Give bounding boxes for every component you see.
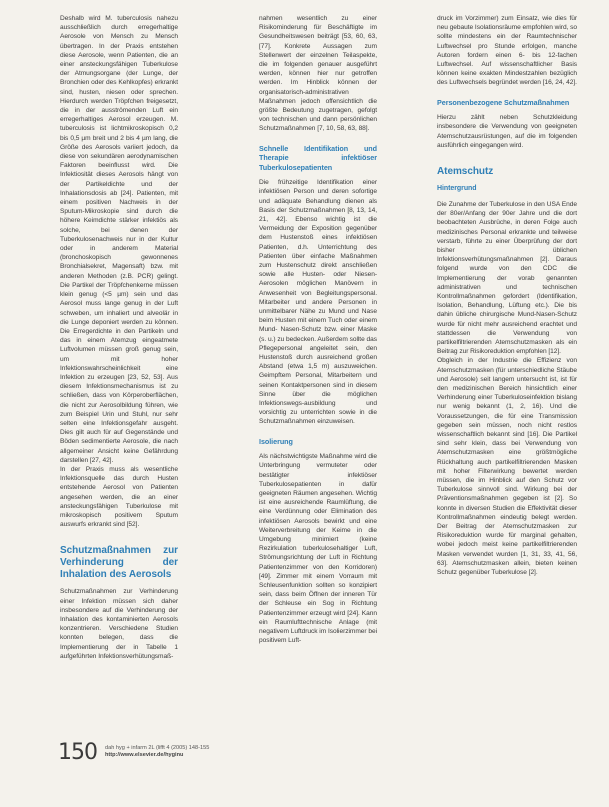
journal-url: http://www.elsevier.de/hyginu [105, 752, 184, 758]
page-number: 150 [58, 739, 97, 765]
section-heading: Schnelle Identifikation und Therapie infektiöser Tuberkulosepatienten [259, 143, 377, 172]
body-paragraph: nahmen wesentlich zu einer Risikominderung für Beschäftigte im Gesundheitswesen beiträgt [53, 60, 63, [77]. Konkrete Aussagen zum Stellenwert der einzelnen Teilaspekte, die im folgenden genauer ausgeführt werden, können hier nur getroffen werden. Im Hinblick können der organisatorisch-administrativen Maßnahmen jedoch offensichtlich die größte Bedeutung zugetragen, gefolgt von technischen und dann persönlichen Schutzmaßnahmen [7, 10, 58, 63, 88]. [259, 15, 377, 133]
section-heading: Atemschutz [437, 165, 494, 177]
column-2 [259, 14, 377, 645]
body-paragraph: druck im Vorzimmer) zum Einsatz, wie dies für neu gebaute Isolationsräume empfohlen wird, so sollte mindestens ein der Raumtechnischer Luftwechsel pro Stunde erfolgen, manche Autoren fordern einen 6- bis 12-fachen Luftwechsel. Auf wissenschaftlicher Basis können keine exakten Mindestzahlen bezüglich des Luftwechsels begründet werden [16, 24, 42]. [437, 15, 577, 87]
column-1 [60, 14, 178, 661]
subsection-heading: Hintergrund [437, 184, 477, 192]
body-paragraph: Die Zunahme der Tuberkulose in den USA Ende der 80er/Anfang der 90er Jahre und die dort beobachteten Ausbrüche, in deren Folge auch medizinisches Personal erkrankte und teilweise verstarb, führte zu einer Überprüfung der dort bisher üblichen Infektionsverhütungsmaßnahmen [2]. Daraus folgend wurde von den CDC die Implementierung der vorab genannten administrativen und technischen Kontrollmaßnahmen gefordert (Identifikation, Isolation, Behandlung, Lüftung etc.). Die bis dahin übliche chirurgische Mund-Nasen-Schutz wurde für nicht mehr ausreichend erachtet und stattdessen die Verwendung von partikelfiltrierenden Atemschutzmasken als ein Beitrag zur Risikoreduktion empfohlen [12]. [437, 200, 577, 356]
body-paragraph: Die frühzeitige Identifikation einer infektiösen Person und deren sofortige und adäquate Behandlung dienen als Basis der Schutzmaßnahmen [8, 13, 14, 21, 42]. Ebenso wichtig ist die Vermeidung der Exposition gegenüber dem Hustenstoß eines infektiösen Patienten, d.h. Unterrichtung des Patienten über einfache Maßnahmen zum Hustenschutz direkt anschließen sowie alle Husten- oder Niesen-Aerosolen möglichen Manövern in Anwesenheit von Begleitungspersonal. Mitarbeiter und andere Personen in unmittelbarer Nähe zu Mund und Nase beim Husten mit einem Tuch oder einem Mund- Nasen-Schutz bzw. einer Maske (s. u.) zu bedecken. Außerdem sollte das Pflegepersonal angeleitet sein, den Hustenstoß durch ausreichend großen Abstand (etwa 1,5 m) auszuweichen. Geimpftem Personal, Mitarbeitern und seinen Kontaktpersonen sind in diesem Sinne über die möglichen Infektionswegs-ausbildung und vorsichtig zu unterrichten sowie in die Schutzmaßnahmen einzuweisen. [259, 179, 377, 426]
journal-citation: dah hyg + infarm 2L (lifft 4 (2005) 148-155 [105, 744, 210, 751]
page-footer [58, 737, 298, 767]
section-heading: Personenbezogene Schutzmaßnahmen [437, 97, 570, 107]
body-paragraph: Als nächstwichtigste Maßnahme wird die Unterbringung vermuteter oder bestätigter infektiöser Tuberkulosepatienten in dafür geeigneten Räumen angesehen. Wichtig ist eine ausreichende Raumlüftung, die eine Verdünnung oder Elimination des infektiösen Aerosols bewirkt und eine Weiterverbreitung der Keime in die Umgebung minimiert (keine Rezirkulation tuberkulosehaltiger Luft, Strömungsrichtung der Luft in Richtung Patientenzimmer von den Korridoren) [49]. Zimmer mit einem Vorraum mit Schleusenfunktion sollten so konzipiert sein, dass beim Öffnen der inneren Tür der Schleuse ein Sog in Richtung Patientenzimmer erzeugt wird [24]. Kann ein Raumlufttechnische Anlage (mit negativem Luftdruck im Isolierzimmer bei positivem Luft- [259, 453, 377, 645]
section-heading: Schutzmaßnahmen zur Verhinderung der Inhalation des Aerosols [60, 545, 178, 581]
body-paragraph: Hierzu zählt neben Schutzkleidung insbesondere die Verwendung von geeigneten Atemschutzausrüstungen, auf die im folgenden ausführlich eingegangen wird. [437, 114, 577, 149]
body-paragraph: Obgleich in der Industrie die Effizienz von Atemschutzmasken (für unterschiedliche Stäube und Aerosole) seit langem untersucht ist, ist für den medizinischen Bereich hinsichtlich einer Verhinderung einer Tuberkuloseinfektion bislang nur wenig bekannt (1, 2, 16). Und die Voraussetzungen, die für eine Transmission gegeben sein müssen, noch nicht restlos wissenschaftlich bekannt sind [16]. Die Partikel sind sehr klein, dass bei Verwendung von Atemschutzmasken eine größtmögliche Rückhaltung auch partikelfiltrierenden Masken mit hoher Filterwirkung bewertet werden müssen, die im Hinblick auf den Schutz vor Tuberkulose sinnvoll sind. Wirkung bei der Präventionsmaßnahmen gegeben ist [2]. So konnte in diversen Studien die Effektivität dieser Kontrollmaßnahmen eindeutig belegt werden. Der Beitrag der Atemschutzmasken zur Risikoreduktion wurde für marginal gehalten, wobei jedoch meist keine partikelfiltrierenden Masken verwendet wurden [1, 31, 33, 41, 56, 63]. Atemschutzmasken allein, bieten keinen Schutz gegenüber Tuberkulose [2]. [437, 357, 577, 577]
column-3 [437, 14, 577, 577]
body-paragraph: In der Praxis muss als wesentliche Infektionsquelle das durch Husten entstehende Aerosol von Patienten angesehen werden, die an einer ansteckungsfähigen Tuberkulose mit mikroskopisch positivem Sputum auswurfs erkrankt sind [52]. [60, 465, 178, 529]
body-paragraph: Deshalb wird M. tuberculosis nahezu ausschließlich durch erregerhaltige Aerosole von Mensch zu Mensch übertragen. In der Praxis entstehen diese Aerosole, wenn Patienten, die an einer ansteckungsfähigen Tuberkulose der Atmungsorgane (der Lunge, der Bronchien oder des Kehlkopfes) erkrankt sind, husten, niesen oder sprechen. Hierdurch werden Tröpfchen freigesetzt, die in der ausströmenden Luft ein erregerhaltiges Aerosol erzeugen. M. tuberculosis ist lichtmikroskopisch 0,2 bis 0,5 µm breit und 2 bis 4 µm lang, die Größe des Aerosols variiert jedoch, da diese von sekundären aerodynamischen Faktoren beeinflusst wird. Die Infektiosität dieses Aerosols hängt von der Partikeldichte und der Inhalationsdosis ab [24]. Patienten, mit einem positiven Nachweis in der Sputum-Mikroskopie sind durch die höhere Keimdichte stärker infektiös als solche, bei denen der Tuberkulosenachweis nur in der Kultur oder in anderem Material (bronchoskopisch gewonnenes Bronchialsekret, Magensaft) bzw. mit anderen Methoden (z.B. PCR) gelingt. Die Partikel der Tröpfchenkerne müssen klein genug (<5 µm) sein und das Aerosol muss lange genug in der Luft schweben, um inhaliert und alveolär in die Lunge deponiert werden zu können. Die Erregerdichte in den Partikeln und das in einem Atemzug eingeatmete Luftvolumen müssen groß genug sein, um mit hoher Infektionswahrscheinlichkeit eine Infektion zu erzeugen [23, 52, 53]. Aus diesem Infektionsmechanismus ist zu schließen, dass von Körperoberflächen, die nicht zur Aerosolbildung führen, wie zum Beispiel Urin und Stuhl, nur sehr selten eine Infektionsgefahr ausgeht. Dies gilt auch für auf Gegenstände und Böden sedimentierte Aerosole, die nach allgemeiner Ansicht keine Gefährdung darstellen [27, 42]. [60, 15, 178, 464]
body-paragraph: Schutzmaßnahmen zur Verhinderung einer Infektion müssen sich daher insbesondere auf die Verhinderung der Inhalation des kontaminierten Aerosols konzentrieren. Verschiedene Studien konnten belegen, dass die Implementierung der in Tabelle 1 aufgeführten Infektionsverhütungsmaß- [60, 588, 178, 660]
footer-citation [105, 745, 209, 760]
section-heading: Isolierung [259, 436, 293, 446]
